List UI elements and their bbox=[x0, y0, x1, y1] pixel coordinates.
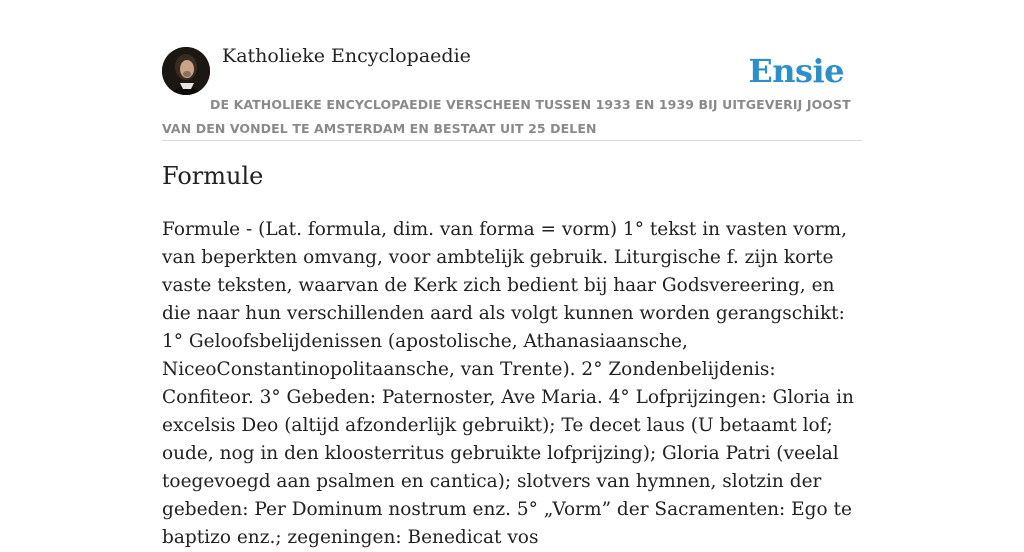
article-title: Formule bbox=[162, 162, 264, 190]
site-subtitle: DE KATHOLIEKE ENCYCLOPAEDIE VERSCHEEN TUSSEN 1933 EN 1939 BIJ UITGEVERIJ JOOST VAN DEN VONDEL TE AMSTERDAM EN BESTAAT UIT 25 DELEN bbox=[162, 97, 851, 136]
site-title[interactable]: Katholieke Encyclopaedie bbox=[222, 45, 471, 67]
article-body: Formule - (Lat. formula, dim. van forma = vorm) 1° tekst in vasten vorm, van beperkten omvang, voor ambtelijk gebruik. Liturgische f. zijn korte vaste teksten, waarvan de Kerk zich bedient bij haar Godsvereering, en die naar hun verschillenden aard als volgt kunnen worden gerangschikt: 1° Geloofsbelijdenissen (apostolische, Athanasiaansche, NiceoConstantinopolitaansche, van Trente). 2° Zondenbelijdenis: Confiteor. 3° Gebeden: Paternoster, Ave Maria. 4° Lofprijzingen: Gloria in excelsis Deo (altijd afzonderlijk gebruikt); Te decet laus (U betaamt lof; oude, nog in den kloosterritus gebruikte lofprijzing); Gloria Patri (veelal toegevoegd aan psalmen en cantica); slotvers van hymnen, slotzin der gebeden: Per Dominum nostrum enz. 5° „Vorm” der Sacramenten: Ego te baptizo enz.; zegeningen: Benedicat vos bbox=[162, 219, 854, 548]
site-header bbox=[162, 44, 862, 141]
ensie-logo[interactable]: Ensie bbox=[748, 52, 844, 90]
encyclopedia-avatar[interactable] bbox=[162, 47, 210, 95]
